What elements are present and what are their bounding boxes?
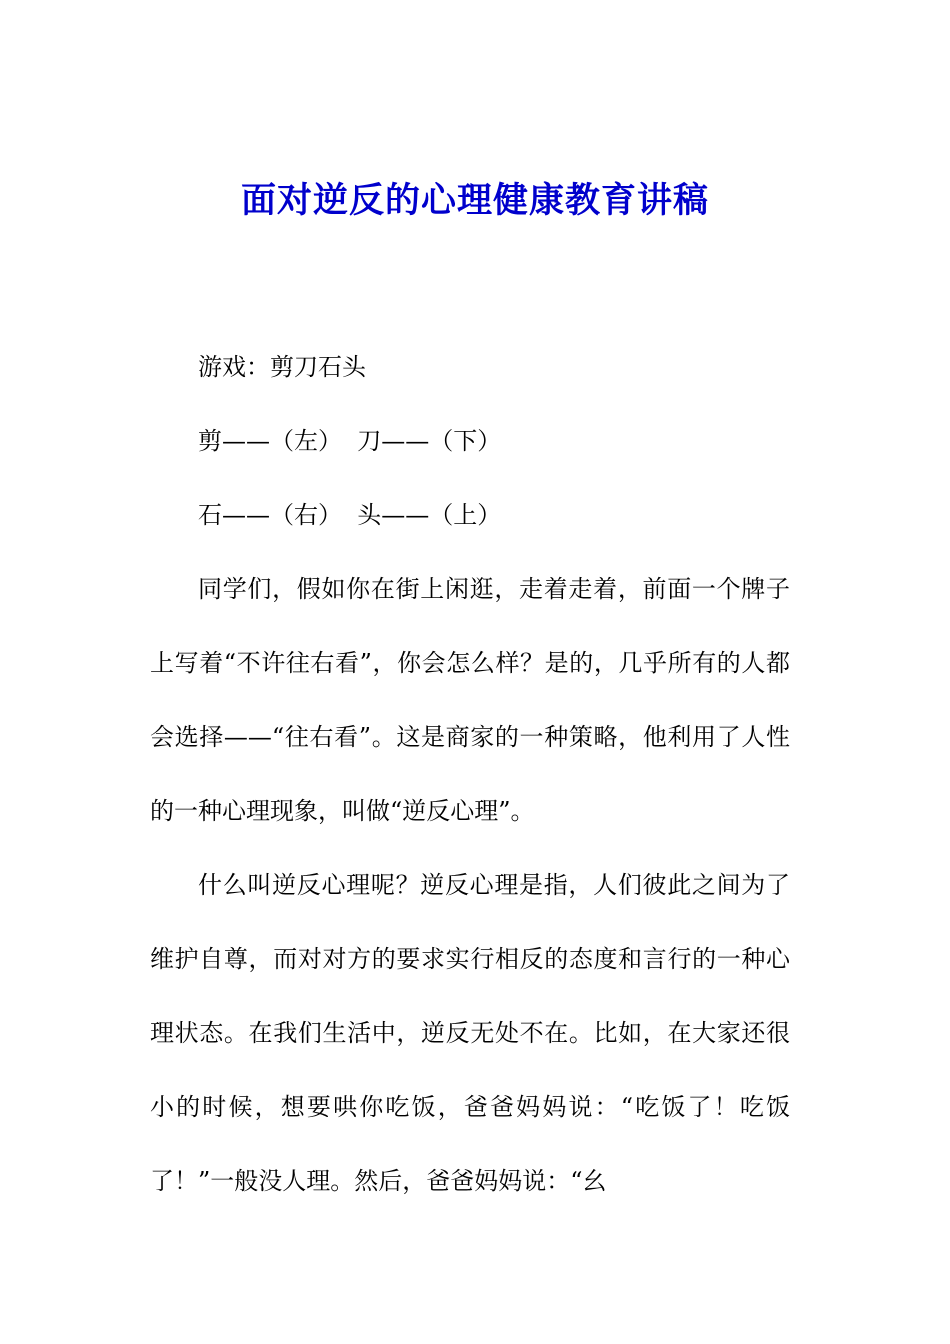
- paragraph-game-title: 游戏：剪刀石头: [198, 353, 366, 381]
- document-body: [150, 330, 790, 1218]
- paragraph-definition: 什么叫逆反心理呢？逆反心理是指，人们彼此之间为了维护自尊，而对对方的要求实行相反的态度和言行的一种心理状态。在我们生活中，逆反无处不在。比如，在大家还很小的时候，想要哄你吃饭，爸爸妈妈说：“吃饭了！吃饭了！”一般没人理。然后，爸爸妈妈说：“幺: [150, 871, 790, 1195]
- paragraph-game-rule-2: 石——（右） 头——（上）: [198, 501, 502, 529]
- paragraph-intro: 同学们，假如你在街上闲逛，走着走着，前面一个牌子上写着“不许往右看”，你会怎么样？是的，几乎所有的人都会选择——“往右看”。这是商家的一种策略，他利用了人性的一种心理现象，叫做“逆反心理”。: [150, 575, 790, 825]
- paragraph-game-rule-1: 剪——（左） 刀——（下）: [198, 427, 502, 455]
- document-title: 面对逆反的心理健康教育讲稿: [240, 181, 709, 221]
